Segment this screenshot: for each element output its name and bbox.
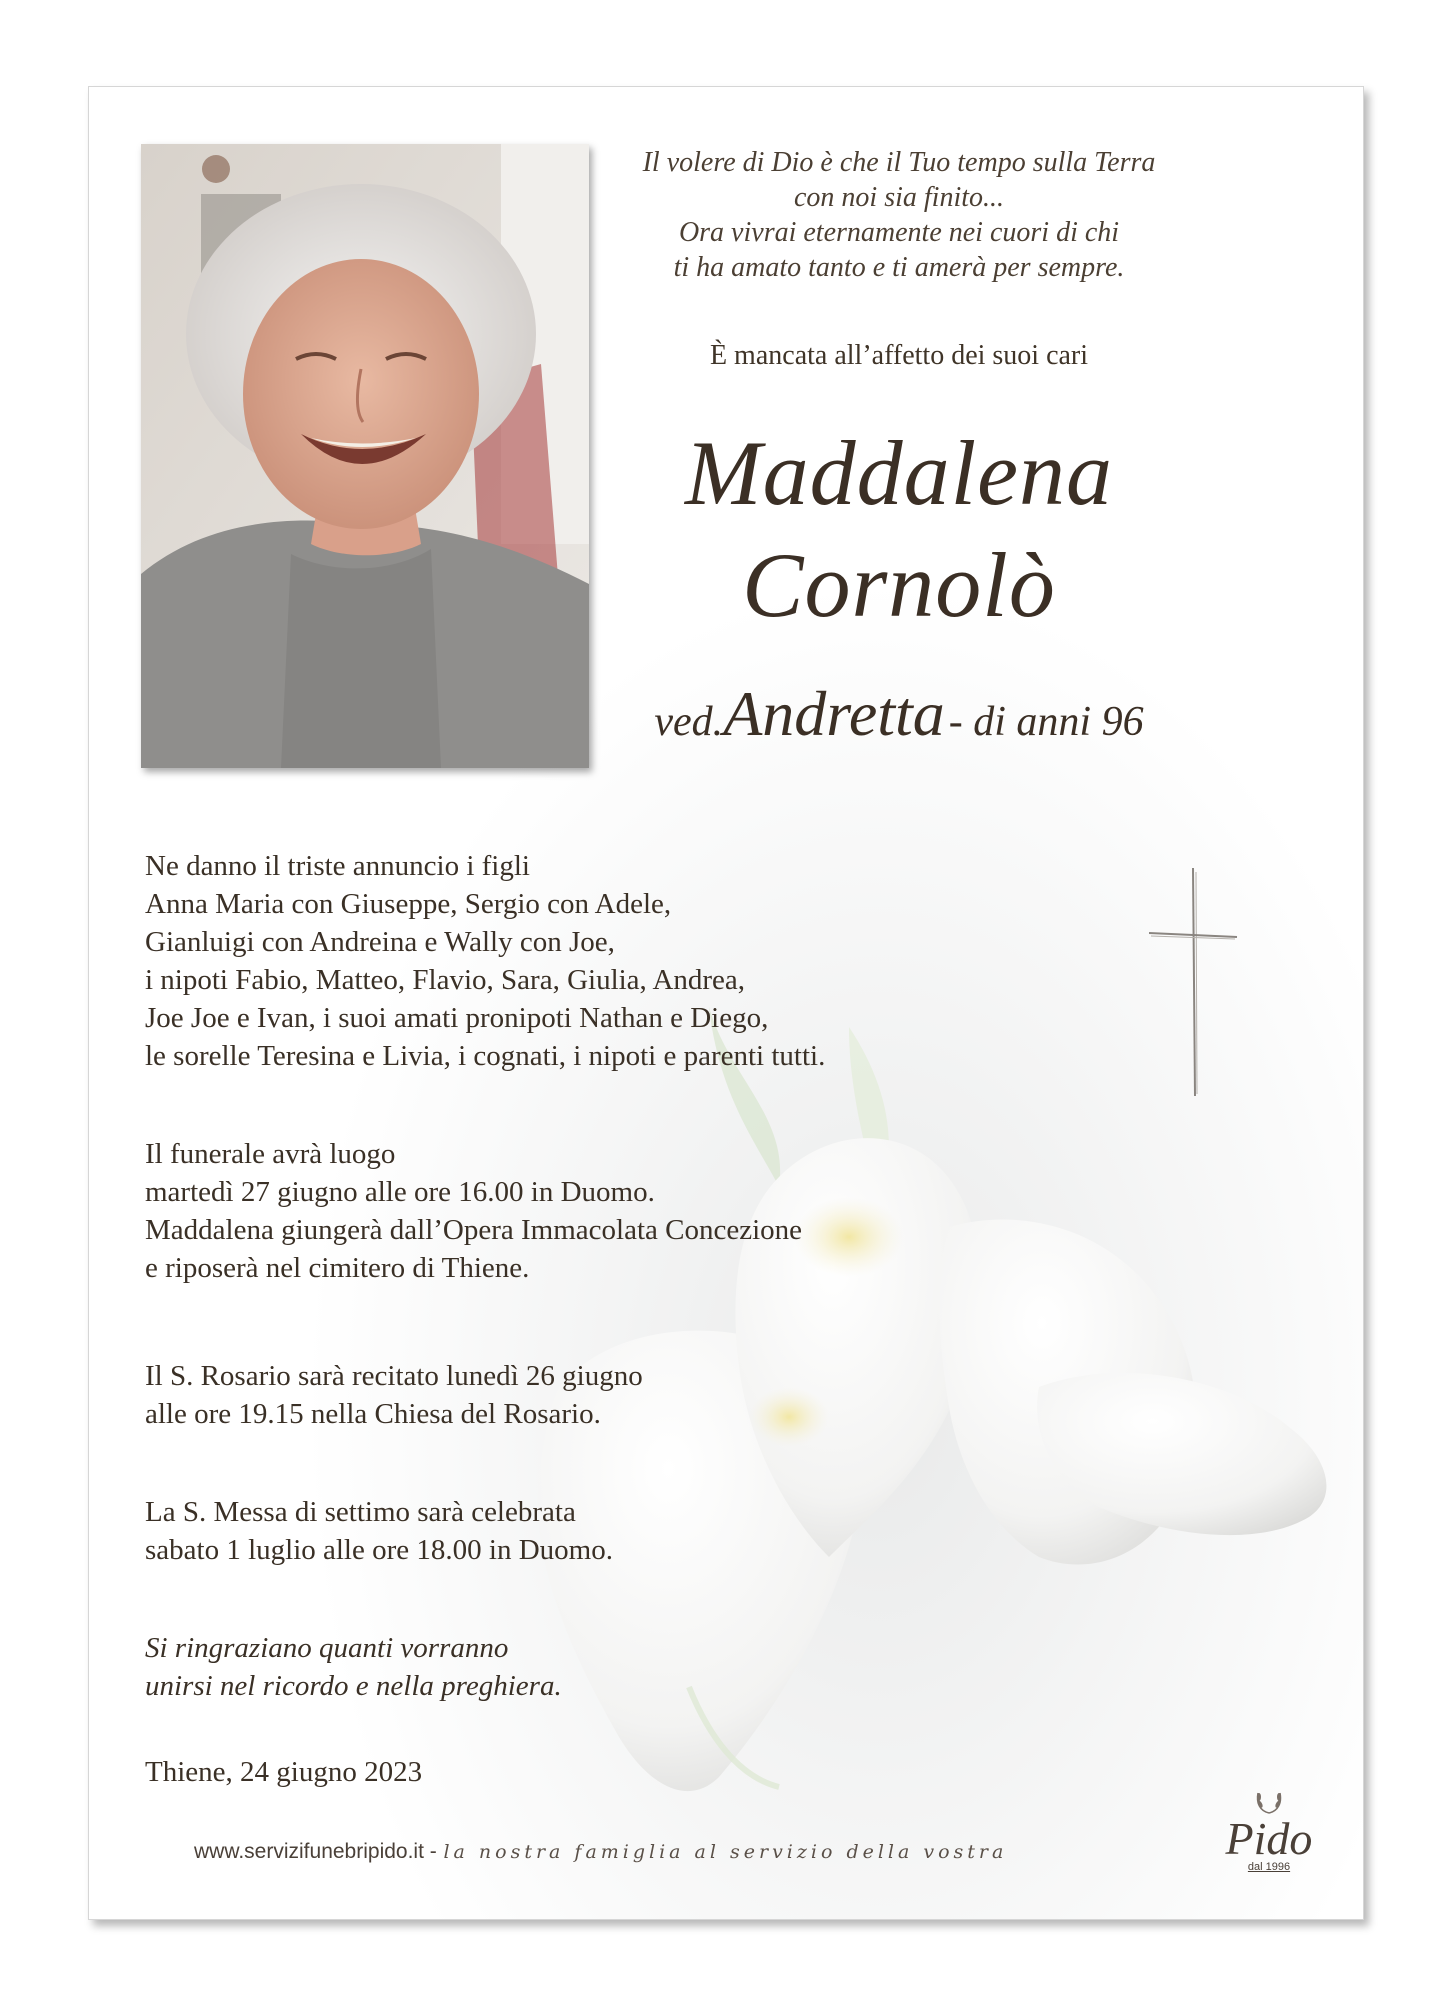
mass-line: sabato 1 luglio alle ore 18.00 in Duomo. [145,1534,613,1566]
funeral-line: e riposerà nel cimitero di Thiene. [145,1252,530,1284]
funeral-line: martedì 27 giugno alle ore 16.00 in Duomo. [145,1176,655,1208]
logo-since: dal 1996 [1247,1861,1291,1873]
funeral-line: Il funerale avrà luogo [145,1138,396,1170]
logo-brand: Pido [1225,1813,1313,1864]
cross-icon [1149,868,1239,1098]
funeral-line: Maddalena giungerà dall’Opera Immacolata Concezione [145,1214,803,1246]
memorial-quote [619,145,1179,285]
quote-line: Il volere di Dio è che il Tuo tempo sulla Terra [642,147,1156,178]
quote-line: con noi sia finito... [794,182,1004,213]
thanks-text [145,1629,1045,1705]
widow-and-age [579,677,1219,751]
deceased-first-name: Maddalena [684,422,1114,524]
family-line: i nipoti Fabio, Matteo, Flavio, Sara, Giulia, Andrea, [145,964,746,996]
deceased-last-name: Cornolò [742,534,1056,636]
widow-name: Andretta [723,678,945,749]
age-text: - di anni 96 [948,699,1144,745]
family-line: Anna Maria con Giuseppe, Sergio con Adele, [145,888,672,920]
rosary-line: Il S. Rosario sarà recitato lunedì 26 giugno [145,1360,643,1392]
pido-logo [1209,1787,1329,1873]
thanks-line: unirsi nel ricordo e nella preghiera. [145,1670,562,1702]
quote-line: Ora vivrai eternamente nei cuori di chi [678,217,1120,248]
footer-motto: la nostra famiglia al servizio della vostra [443,1841,1008,1863]
quote-line: ti ha amato tanto e ti amerà per sempre. [673,252,1125,283]
rosary-info [145,1357,1045,1433]
family-line: le sorelle Teresina e Livia, i cognati, i nipoti e parenti tutti. [145,1040,826,1072]
family-line: Gianluigi con Andreina e Wally con Joe, [145,926,615,958]
widow-prefix: ved. [654,699,724,745]
place-date: Thiene, 24 giugno 2023 [145,1756,423,1788]
obituary-card [88,86,1364,1920]
portrait-photo [141,144,589,768]
deceased-name [589,417,1209,641]
footer [194,1839,1194,1864]
thanks-line: Si ringraziano quanti vorranno [145,1632,509,1664]
family-line: Ne danno il triste annuncio i figli [145,850,530,882]
family-announcement [145,847,1045,1075]
funeral-info [145,1135,1045,1287]
rosary-line: alle ore 19.15 nella Chiesa del Rosario. [145,1398,601,1430]
family-line: Joe Joe e Ivan, i suoi amati pronipoti Nathan e Diego, [145,1002,769,1034]
intro-text: È mancata all’affetto dei suoi cari [709,340,1089,371]
mass-info [145,1493,1045,1569]
mass-line: La S. Messa di settimo sarà celebrata [145,1496,576,1528]
footer-url[interactable]: www.servizifunebripido.it - [194,1840,437,1863]
